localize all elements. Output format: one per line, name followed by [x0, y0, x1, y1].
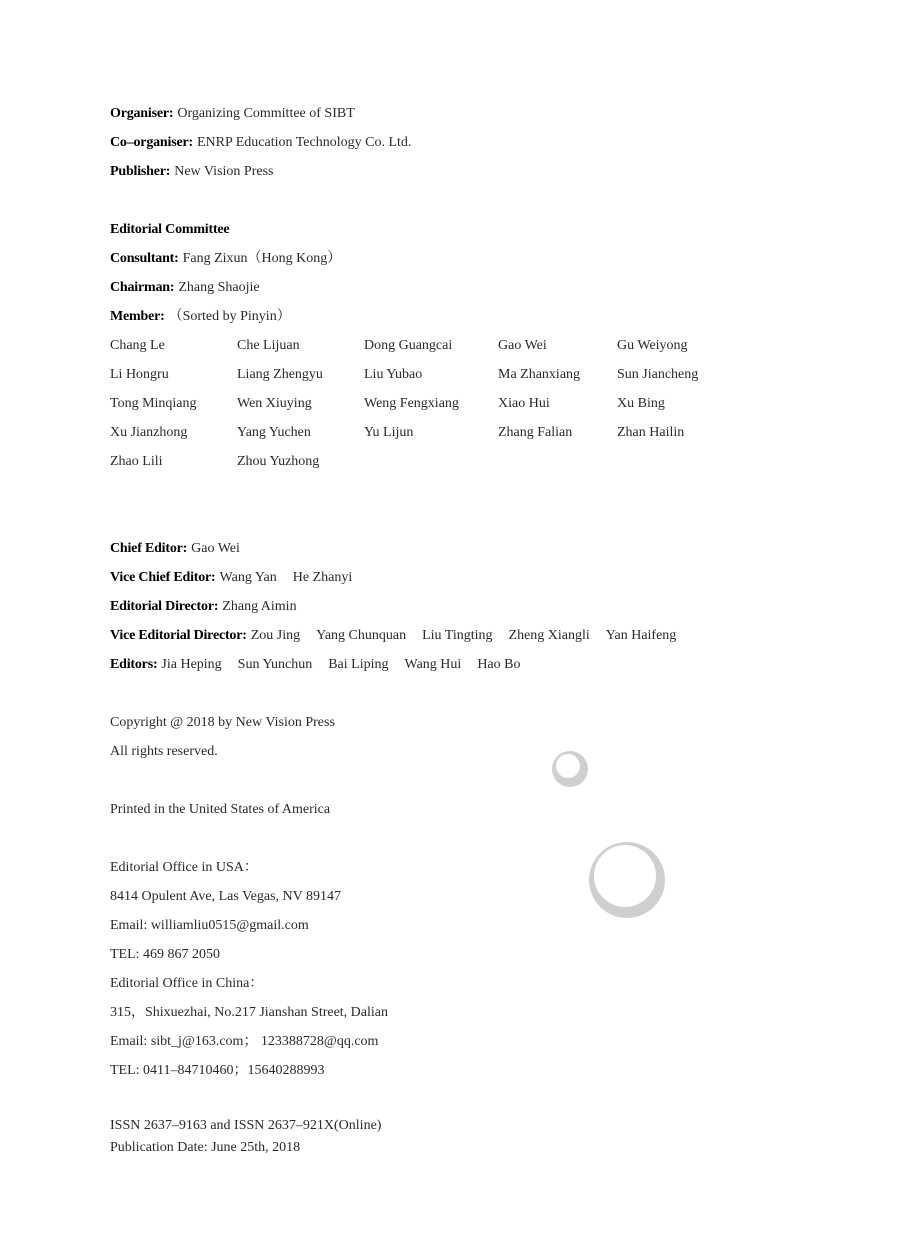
decorative-circle-icon [589, 842, 665, 918]
consultant-value: Fang Zixun（Hong Kong） [182, 251, 342, 266]
editor-name: Sun Yunchun [237, 657, 313, 672]
spacer [110, 824, 870, 853]
member-name: Chang Le [110, 338, 165, 353]
members-row [110, 418, 870, 447]
editor-name: Gao Wei [191, 541, 240, 556]
member-name: Gu Weiyong [617, 338, 688, 353]
member-line [110, 302, 870, 331]
organiser-label: Organiser: [110, 106, 174, 121]
member-name: Li Hongru [110, 367, 169, 382]
spacer [110, 186, 870, 215]
printed-in-line: Printed in the United States of America [110, 802, 331, 817]
usa-office-address: 8414 Opulent Ave, Las Vegas, NV 89147 [110, 889, 341, 904]
member-name: Zhan Hailin [617, 425, 685, 440]
member-name: Yu Lijun [364, 425, 414, 440]
publisher-line [110, 157, 870, 186]
member-name: Liu Yubao [364, 367, 423, 382]
usa-office-email: Email: williamliu0515@gmail.com [110, 918, 309, 933]
decorative-circle-inner [556, 754, 580, 778]
committee-heading-line [110, 215, 870, 244]
chief-editor-names [191, 541, 240, 556]
editor-name: Jia Heping [161, 657, 222, 672]
editorial-director-line [110, 592, 870, 621]
chief-editor-label: Chief Editor: [110, 541, 188, 556]
editor-name: Zou Jing [250, 628, 301, 643]
editor-name: Bai Liping [328, 657, 389, 672]
member-name: Zhao Lili [110, 454, 163, 469]
spacer [110, 505, 870, 534]
spacer [110, 679, 870, 708]
usa-office-tel: TEL: 469 867 2050 [110, 947, 221, 962]
members-row [110, 360, 870, 389]
chief-editor-line [110, 534, 870, 563]
organiser-value: Organizing Committee of SIBT [177, 106, 355, 121]
organiser-line [110, 99, 870, 128]
consultant-line [110, 244, 870, 273]
members-row [110, 331, 870, 360]
vice-chief-editor-label: Vice Chief Editor: [110, 570, 216, 585]
issn-line: ISSN 2637–9163 and ISSN 2637–921X(Online) [110, 1118, 382, 1133]
member-name: Wen Xiuying [237, 396, 312, 411]
chairman-label: Chairman: [110, 280, 175, 295]
members-row [110, 389, 870, 418]
decorative-circle-inner [594, 845, 656, 907]
editor-name: Liu Tingting [422, 628, 493, 643]
editors-label: Editors: [110, 657, 158, 672]
chairman-value: Zhang Shaojie [178, 280, 260, 295]
members-grid [110, 331, 870, 476]
editor-name: Wang Hui [404, 657, 462, 672]
member-name: Yang Yuchen [237, 425, 311, 440]
member-name: Weng Fengxiang [364, 396, 459, 411]
publisher-value: New Vision Press [174, 164, 274, 179]
member-name: Xiao Hui [498, 396, 550, 411]
editors-names [161, 657, 520, 672]
vice-chief-editor-line [110, 563, 870, 592]
member-name: Xu Bing [617, 396, 665, 411]
co-organiser-value: ENRP Education Technology Co. Ltd. [196, 135, 412, 150]
usa-office-heading: Editorial Office in USA： [110, 860, 258, 875]
co-organiser-line [110, 128, 870, 157]
publication-date-line: Publication Date: June 25th, 2018 [110, 1140, 301, 1155]
vice-editorial-director-label: Vice Editorial Director: [110, 628, 247, 643]
rights-reserved-line: All rights reserved. [110, 744, 218, 759]
publication-info [110, 1115, 870, 1159]
chairman-line [110, 273, 870, 302]
editors-line [110, 650, 870, 679]
decorative-circle-icon [552, 751, 588, 787]
spacer [110, 766, 870, 795]
china-office-address: 315，Shixuezhai, No.217 Jianshan Street, Dalian [110, 1005, 389, 1020]
members-row [110, 447, 870, 476]
editor-name: He Zhanyi [292, 570, 353, 585]
spacer [110, 476, 870, 505]
editorial-director-label: Editorial Director: [110, 599, 219, 614]
editor-name: Yan Haifeng [605, 628, 677, 643]
editor-name: Wang Yan [219, 570, 277, 585]
colophon-page [110, 99, 870, 1159]
member-name: Liang Zhengyu [237, 367, 323, 382]
china-office-tel: TEL: 0411–84710460；15640288993 [110, 1063, 325, 1078]
editor-name: Yang Chunquan [316, 628, 407, 643]
member-name: Dong Guangcai [364, 338, 453, 353]
vice-editorial-director-line [110, 621, 870, 650]
member-name: Sun Jiancheng [617, 367, 699, 382]
editor-name: Zhang Aimin [222, 599, 297, 614]
member-name: Zhou Yuzhong [237, 454, 320, 469]
publisher-label: Publisher: [110, 164, 171, 179]
member-label: Member: [110, 309, 165, 324]
editor-name: Zheng Xiangli [508, 628, 590, 643]
member-name: Zhang Falian [498, 425, 573, 440]
co-organiser-label: Co–organiser: [110, 135, 193, 150]
vice-editorial-director-names [251, 628, 677, 643]
member-note: （Sorted by Pinyin） [168, 309, 291, 324]
member-name: Tong Minqiang [110, 396, 197, 411]
china-office-email: Email: sibt_j@163.com； 123388728@qq.com [110, 1034, 379, 1049]
china-office-heading: Editorial Office in China： [110, 976, 264, 991]
vice-chief-editor-names [220, 570, 353, 585]
member-name: Ma Zhanxiang [498, 367, 581, 382]
editor-name: Hao Bo [477, 657, 521, 672]
editorial-director-names [222, 599, 296, 614]
consultant-label: Consultant: [110, 251, 179, 266]
committee-heading: Editorial Committee [110, 222, 230, 237]
copyright-line: Copyright @ 2018 by New Vision Press [110, 715, 335, 730]
member-name: Che Lijuan [237, 338, 300, 353]
member-name: Xu Jianzhong [110, 425, 188, 440]
member-name: Gao Wei [498, 338, 547, 353]
